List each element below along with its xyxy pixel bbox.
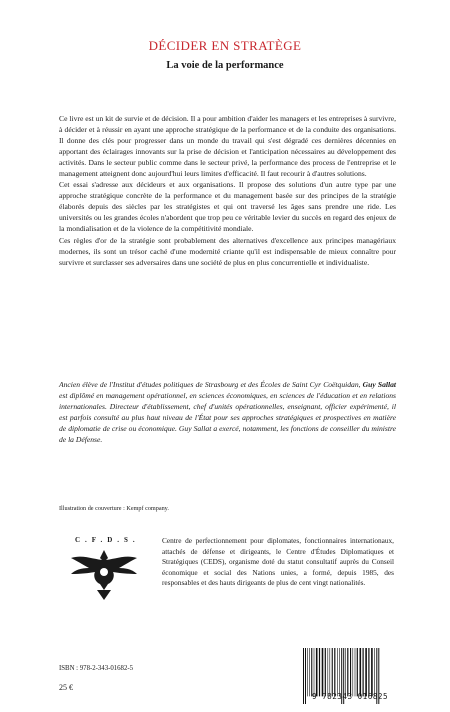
barcode-bar [328,648,329,696]
barcode-bar [337,648,338,696]
barcode-bar [371,648,373,696]
barcode-bar [363,648,364,696]
barcode-bar [374,648,375,696]
barcode-bar [319,648,320,696]
barcode-digits: 9 782343 016825 [311,692,389,701]
author-bio [59,379,396,445]
publisher-logo-letters: C.F.D.S. [75,536,140,544]
barcode-bar [307,648,308,696]
barcode-bar [350,648,351,696]
barcode-bar [314,648,315,696]
blurb-paragraph: Cet essai s'adresse aux décideurs et aux organisations. Il propose des solutions d'un autre type par une approche stratégique concrète de la performance et du management basée sur des principes de la stratégie élaborés depuis des siècles par les stratégistes et qui ont traversé les âges sans prendre une ride. Les universités ou les grandes écoles n'abordent que trop peu ce véritable levier du succès en regard des enjeux de la mondialisation et de la violence de la compétitivité mondiale. [59,180,396,234]
barcode-bar [309,648,310,696]
author-name: Guy Sallat [362,380,396,389]
barcode-bar [345,648,346,696]
barcode-bar [322,648,324,696]
barcode-bar [325,648,326,696]
eagle-emblem-icon [59,536,149,606]
isbn: ISBN : 978-2-343-01682-5 [59,665,134,672]
price: 25 € [59,683,73,692]
blurb-paragraph: Ces règles d'or de la stratégie sont probablement des alternatives d'excellence aux principes managériaux modernes, ils sont un trésor caché d'une modernité criante qu'il est indispensable de mieux connaître pour survivre et surclasser ses adversaires dans une société de plus en plus concurrentielle et individualiste. [59,235,396,267]
barcode-bar [339,648,340,696]
illustration-credit: Illustration de couverture : Kempf company. [59,505,169,512]
author-bio-intro: Ancien élève de l'Institut d'études politiques de Strasbourg et des Écoles de Saint Cyr Coëtquidan, [59,380,363,389]
book-subtitle: La voie de la performance [166,60,284,71]
barcode-bar [330,648,331,696]
author-bio-rest: est diplômé en management opérationnel, en sciences économiques, en sciences de l'éducation et en relations internationales. Directeur d'établissement, chef d'unités opérationnelles, enseignant, officier expérimenté, il est parfois consulté au plus haut niveau de l'État pour ses approches stratégiques et prospectives en matière de diplomatie de crise ou économique. Guy Sallat a exercé, notamment, les fonctions de conseiller du ministre de la Défense. [59,391,396,445]
barcode-bar [355,648,356,696]
publisher-logo [59,536,149,606]
barcode-bar [316,648,318,696]
publisher-description: Centre de perfectionnement pour diplomates, fonctionnaires internationaux, attachés de défense et dirigeants, le Centre d'Études Diplomatiques et Stratégiques (CEDS), organisme doté du statut consultatif auprès du Conseil économique et social des Nations unies, a formé, depuis 1985, des responsables et des hauts dirigeants de plus de cent vingt nationalités. [162,536,394,588]
blurb-paragraph: Ce livre est un kit de survie et de décision. Il a pour ambition d'aider les managers et les entreprises à survivre, à décider et à réussir en ayant une approche stratégique de la performance et de la conduite des organisations. Il donne des clés pour progresser dans un monde du travail qui s'est dégradé ces dernières décennies en apportant des éclairages innovants sur la prise de décision et l'anticipation nécessaires au développement des activités. Dans le secteur public comme dans le secteur privé, la performance des process de l'entreprise et le management atteignent donc aujourd'hui leurs limites d'efficacité. Il faut recourir à d'autres solutions. [59,114,396,179]
barcode-bar [360,648,362,696]
barcode-bar [347,648,348,696]
book-title: DÉCIDER EN STRATÈGE [148,38,302,53]
barcode-bar [311,648,312,696]
barcode-bar [332,648,333,696]
barcode-bar [368,648,369,696]
blurb [59,113,396,268]
barcode-bar [357,648,358,696]
barcode-bar [334,648,335,696]
barcode-bar [353,648,354,696]
barcode-bar [365,648,367,696]
